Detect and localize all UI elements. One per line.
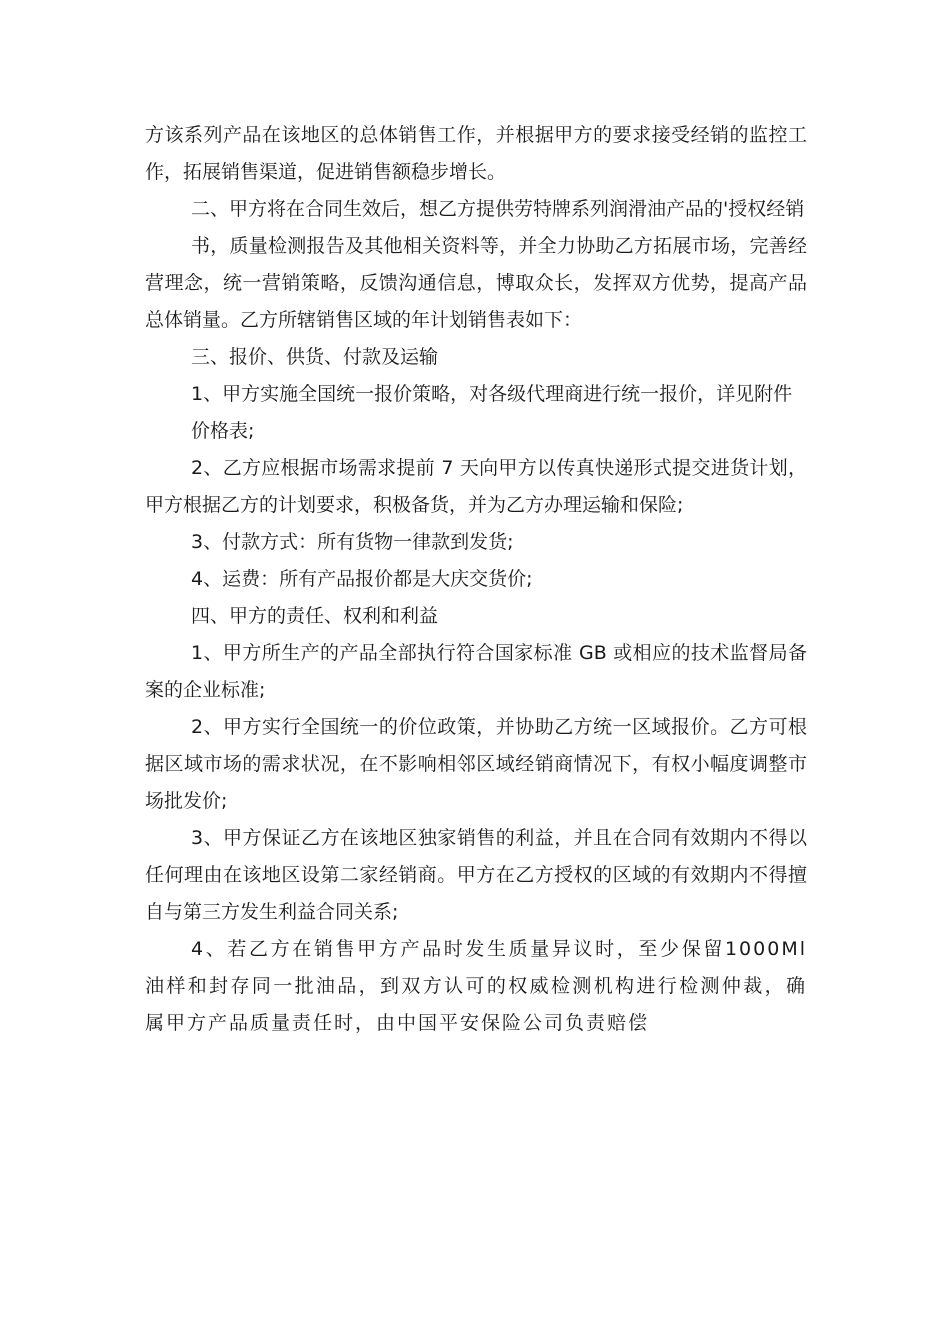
document-body <box>145 117 807 1042</box>
paragraph-12: 2、甲方实行全国统一的价位政策，并协助乙方统一区域报价。乙方可根据区域市场的需求状况，在不影响相邻区域经销商情况下，有权小幅度调整市场批发价; <box>145 716 807 812</box>
paragraph-7: 2、乙方应根据市场需求提前 7 天向甲方以传真快递形式提交进货计划，甲方根据乙方的计划要求，积极备货，并为乙方办理运输和保险; <box>145 457 807 516</box>
section-heading-4: 四、甲方的责任、权利和利益 <box>191 605 439 627</box>
paragraph-8: 3、付款方式：所有货物一律款到发货; <box>191 531 514 553</box>
paragraph-6: 价格表; <box>191 420 255 442</box>
paragraph-1: 方该系列产品在该地区的总体销售工作，并根据甲方的要求接受经销的监控工作，拓展销售渠道，促进销售额稳步增长。 <box>145 124 807 183</box>
paragraph-13: 3、甲方保证乙方在该地区独家销售的利益，并且在合同有效期内不得以任何理由在该地区设第二家经销商。甲方在乙方授权的区域的有效期内不得擅自与第三方发生利益合同关系; <box>145 827 807 923</box>
paragraph-11: 1、甲方所生产的产品全部执行符合国家标准 GB 或相应的技术监督局备案的企业标准; <box>145 642 807 701</box>
paragraph-3: 书，质量检测报告及其他相关资料等，并全力协助乙方拓展市场，完善经营理念，统一营销策略，反馈沟通信息，博取众长，发挥双方优势，提高产品总体销量。乙方所辖销售区域的年计划销售表如下： <box>145 235 807 331</box>
paragraph-5: 1、甲方实施全国统一报价策略，对各级代理商进行统一报价，详见附件 <box>191 383 793 405</box>
paragraph-2: 二、甲方将在合同生效后，想乙方提供劳特牌系列润滑油产品的'授权经销 <box>191 198 805 220</box>
paragraph-14: 4、若乙方在销售甲方产品时发生质量异议时，至少保留1000Ml 油样和封存同一批油品，到双方认可的权威检测机构进行检测仲裁，确属甲方产品质量责任时，由中国平安保险公司负责赔偿 <box>145 938 807 1034</box>
section-heading-3: 三、报价、供货、付款及运输 <box>191 346 439 368</box>
paragraph-9: 4、运费：所有产品报价都是大庆交货价; <box>191 568 533 590</box>
